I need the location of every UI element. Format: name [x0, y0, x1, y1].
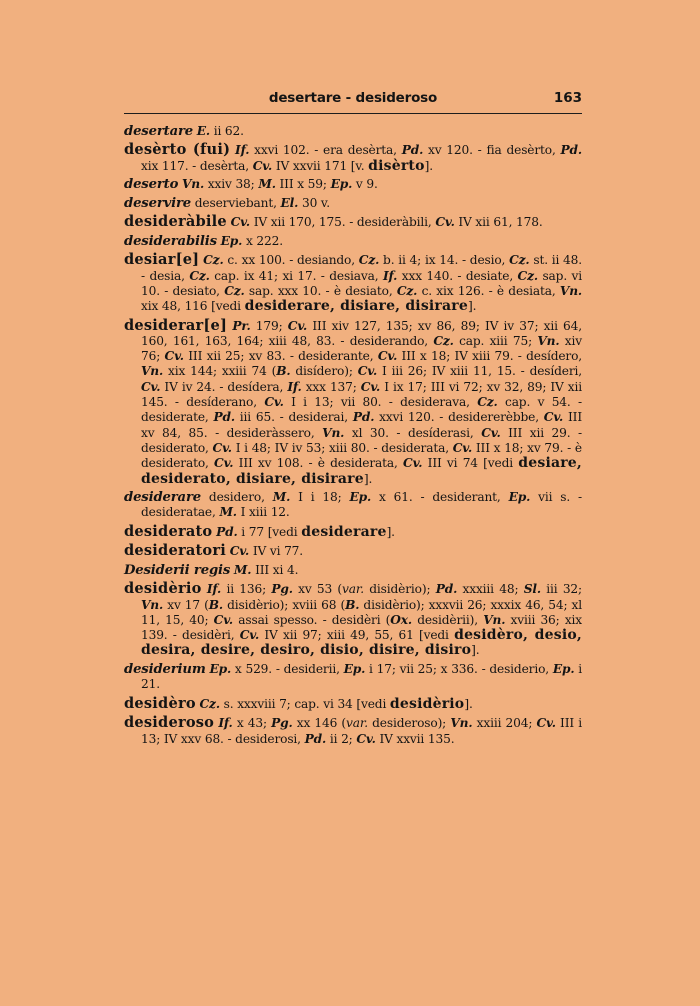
entry-text: III xi 4.	[251, 562, 299, 577]
work-abbrev: Cv.	[213, 612, 234, 627]
entry-text: x 61. - desiderant,	[371, 490, 509, 505]
entry-text: xviii 36; xix 139. - desidèri,	[141, 612, 583, 643]
entry-text: ].	[363, 471, 373, 486]
work-abbrev: If.	[218, 716, 233, 731]
entry-text: xix 117. - desèrta,	[141, 158, 253, 173]
entry-text: x 222.	[242, 233, 283, 248]
dictionary-entry	[124, 142, 582, 174]
work-abbrev: B.	[208, 597, 223, 612]
entry-text: iii 32;	[540, 582, 582, 597]
headword-latin: deservire	[124, 195, 192, 211]
work-abbrev: Vn.	[181, 177, 205, 192]
work-abbrev: Cv.	[435, 215, 455, 230]
work-abbrev: Ox.	[390, 612, 412, 627]
work-abbrev: If.	[287, 379, 302, 394]
headword-latin: desiderabilis	[124, 233, 217, 249]
work-abbrev: Cv.	[229, 544, 250, 559]
entry-text: c. xx 100. - desiando,	[223, 253, 359, 268]
cross-reference: desiderare	[301, 523, 387, 540]
work-abbrev: Cv.	[212, 440, 232, 455]
entry-text: i 77 [vedi	[237, 524, 302, 539]
dictionary-entry	[124, 524, 582, 540]
entry-text: xxvi 102. - era desèrta,	[249, 143, 402, 158]
entry-text: III x 18; xv 79. - è desiderato,	[141, 440, 582, 471]
work-abbrev: Cz.	[199, 696, 220, 711]
work-abbrev: Cv.	[543, 410, 564, 425]
work-abbrev: Cv.	[230, 215, 250, 230]
work-abbrev: Cz.	[358, 253, 380, 268]
work-abbrev: M.	[219, 505, 237, 520]
entry-text: 179;	[250, 318, 288, 333]
entry-text: I iii 26; IV xiii 11, 15. - desíderi,	[377, 364, 583, 379]
entry-text: sap. xxx 10. - è desiato,	[244, 283, 397, 298]
work-abbrev: Vn.	[483, 612, 506, 627]
entry-text: xx 146 (	[292, 716, 347, 731]
work-abbrev: Ep.	[220, 233, 243, 248]
entry-text: IV xii 61, 178.	[454, 215, 543, 230]
entry-text: III i 13; IV xxv 68. - desiderosi,	[141, 716, 582, 746]
entry-text: ii 62.	[209, 124, 244, 138]
entry-text: I xiii 12.	[236, 505, 290, 520]
entry-text: xxiii 204;	[472, 716, 537, 731]
work-abbrev: Cv.	[252, 158, 273, 173]
work-abbrev: Cv.	[141, 379, 161, 394]
entry-text: III xv 84, 85. - desideràssero,	[141, 410, 582, 440]
work-abbrev: M.	[233, 562, 252, 577]
headword: desiar[e]	[124, 251, 200, 269]
dictionary-entry	[124, 715, 582, 747]
entry-text: IV xxvii 135.	[375, 731, 455, 746]
headword-latin: desertare	[124, 124, 193, 139]
entry-text: xix 144; xxiii 74 (	[163, 364, 277, 379]
work-abbrev: B.	[345, 597, 360, 612]
entry-text: IV xii 170, 175. - desideràbili,	[249, 215, 436, 230]
entry-text: x 529. - desiderii,	[231, 661, 344, 676]
entry-text: assai spesso. - desidèri (	[233, 612, 391, 627]
entry-text: disidèrio); xviii 68 (	[222, 597, 346, 612]
work-abbrev: Cz.	[396, 283, 418, 298]
headword: desiderato	[124, 522, 213, 540]
work-abbrev: Pd.	[560, 143, 583, 158]
work-abbrev: Cz.	[509, 253, 530, 268]
entry-text: xl 30. - desíderasi,	[344, 425, 482, 440]
headword: desèrto (fui)	[124, 141, 231, 159]
work-abbrev: El.	[280, 195, 299, 210]
entry-text: xv 53 (	[292, 582, 343, 597]
work-abbrev: B.	[276, 364, 291, 379]
work-abbrev: M.	[272, 490, 291, 505]
headword: desidèrio	[124, 580, 202, 598]
entry-text: I i 13; vii 80. - desiderava,	[283, 395, 478, 410]
work-abbrev: Pd.	[213, 410, 235, 425]
headword: desidèro	[124, 694, 196, 712]
work-abbrev: Cz.	[189, 268, 210, 283]
work-abbrev: Cz.	[477, 395, 498, 410]
dictionary-entries	[124, 124, 582, 750]
work-abbrev: Ep.	[330, 177, 353, 192]
work-abbrev: Cz.	[224, 283, 245, 298]
entry-text: ].	[424, 158, 433, 173]
entry-text: disidèrio);	[363, 582, 436, 597]
work-abbrev: Cz.	[517, 268, 538, 283]
entry-text: IV xii 97; xiii 49, 55, 61 [vedi	[259, 628, 455, 643]
cross-reference: desidèrio	[389, 695, 465, 712]
work-abbrev: Cv.	[357, 364, 378, 379]
work-abbrev: Cv.	[214, 456, 234, 471]
work-abbrev: Sl.	[523, 582, 541, 597]
work-abbrev: E.	[196, 124, 210, 138]
work-abbrev: Ep.	[343, 661, 366, 676]
work-abbrev: Pd.	[304, 731, 327, 746]
entry-text: IV vi 77.	[249, 544, 303, 559]
entry-text: v 9.	[352, 177, 378, 192]
work-abbrev: Cv.	[452, 440, 473, 455]
entry-text: x 43;	[232, 716, 272, 731]
work-abbrev: If.	[382, 268, 398, 283]
running-header	[124, 90, 582, 112]
entry-text: xxiv 38;	[204, 177, 259, 192]
work-abbrev: Cv.	[356, 731, 376, 746]
entry-text: ii 136;	[221, 582, 272, 597]
entry-text: cap. ix 41; xi 17. - desiava,	[209, 268, 383, 283]
work-abbrev: If.	[206, 582, 222, 597]
entry-text: ].	[471, 643, 480, 658]
italic-note: var.	[342, 582, 364, 597]
dictionary-entry	[124, 662, 582, 693]
dictionary-entry	[124, 234, 582, 249]
entry-text: ].	[464, 696, 473, 711]
headword-latin: deserto	[124, 177, 179, 193]
work-abbrev: Cz.	[433, 333, 454, 348]
entry-text: xix 48, 116 [vedi	[141, 299, 245, 314]
work-abbrev: Cv.	[360, 379, 381, 394]
entry-text: IV xxvii 171 [v.	[272, 158, 369, 173]
entry-text: III xv 108. - è desiderata,	[233, 456, 404, 471]
headword-latin: Desiderii regis	[124, 562, 231, 578]
work-abbrev: Cv.	[239, 628, 260, 643]
entry-text: desidèrii),	[411, 612, 484, 627]
work-abbrev: Vn.	[141, 597, 164, 612]
headword: desideratori	[124, 542, 226, 560]
entry-text: III xiv 127, 135; xv 86, 89; IV iv 37; xii 64, 160, 161, 163, 164; xiii 48, 83. - desiderando,	[141, 318, 582, 348]
work-abbrev: Pd.	[401, 143, 424, 158]
headword: desideroso	[124, 714, 215, 732]
work-abbrev: M.	[258, 177, 276, 192]
work-abbrev: If.	[235, 143, 250, 158]
dictionary-entry	[124, 214, 582, 230]
work-abbrev: Pd.	[216, 524, 238, 539]
entry-text: III x 59;	[275, 177, 331, 192]
headword: desiderar[e]	[124, 316, 228, 334]
work-abbrev: Ep.	[349, 490, 372, 505]
entry-text: 30 v.	[298, 195, 330, 210]
work-abbrev: Cv.	[264, 395, 284, 410]
entry-text: I i 18;	[290, 490, 350, 505]
cross-reference: desiare, desiderato, disiare, disirare	[141, 455, 582, 487]
dictionary-entry	[124, 124, 582, 139]
work-abbrev: Cz.	[203, 253, 224, 268]
entry-text: sap. vi 10. - desiato,	[141, 268, 582, 298]
entry-text: xv 120. - fia desèrto,	[423, 143, 561, 158]
entry-text: III xii 25; xv 83. - desiderante,	[183, 349, 378, 364]
page-number: 163	[553, 90, 582, 106]
entry-text: xxxiii 48;	[457, 582, 524, 597]
entry-text: xxvi 120. - desidererèbbe,	[374, 410, 544, 425]
entry-text: xxx 140. - desiate,	[397, 268, 518, 283]
entry-text: b. ii 4; ix 14. - desio,	[379, 253, 510, 268]
headword: desideràbile	[124, 213, 227, 231]
entry-text: III vi 74 [vedi	[422, 456, 519, 471]
entry-text: cap. xiii 75;	[453, 333, 538, 348]
entry-text: st. ii 48. - desia,	[141, 253, 582, 283]
entry-text: xv 17 (	[163, 597, 209, 612]
header-rule	[124, 113, 582, 114]
italic-note: var.	[346, 716, 368, 731]
entry-text: disídero);	[290, 364, 358, 379]
work-abbrev: Ep.	[552, 661, 575, 676]
headword-latin: desiderare	[124, 490, 201, 506]
work-abbrev: Pd.	[435, 582, 458, 597]
entry-text: III xii 29. - desiderato,	[141, 425, 582, 455]
work-abbrev: Vn.	[322, 425, 345, 440]
work-abbrev: Ep.	[209, 661, 232, 676]
dictionary-entry	[124, 177, 582, 192]
dictionary-entry	[124, 318, 582, 487]
work-abbrev: Cv.	[481, 425, 501, 440]
work-abbrev: Vn.	[559, 283, 583, 298]
entry-text: IV iv 24. - desídera,	[160, 379, 288, 394]
entry-text: xxx 137;	[301, 379, 361, 394]
entry-text: iii 65. - desiderai,	[234, 410, 353, 425]
work-abbrev: Cv.	[536, 716, 556, 731]
entry-text: c. xix 126. - è desiata,	[417, 283, 560, 298]
entry-text: i 21.	[141, 661, 582, 692]
work-abbrev: Vn.	[450, 716, 473, 731]
headword-latin: desiderium	[124, 661, 206, 677]
entry-text: ii 2;	[326, 731, 357, 746]
work-abbrev: Cv.	[287, 318, 308, 333]
entry-text: ].	[467, 299, 477, 314]
dictionary-entry	[124, 543, 582, 559]
work-abbrev: Ep.	[508, 490, 531, 505]
entry-text: desideroso);	[367, 716, 451, 731]
work-abbrev: Pr.	[232, 318, 251, 333]
entry-text: vii s. - desideratae,	[141, 490, 582, 520]
dictionary-entry	[124, 563, 582, 578]
work-abbrev: Cv.	[377, 349, 398, 364]
dictionary-entry	[124, 581, 582, 658]
entry-text: xiv 76;	[141, 333, 582, 364]
entry-text: deserviebant,	[191, 195, 281, 210]
dictionary-entry	[124, 196, 582, 211]
work-abbrev: Vn.	[141, 364, 164, 379]
entry-text: cap. v 54. - desiderate,	[141, 395, 582, 425]
entry-text: disidèrio); xxxvii 26; xxxix 46, 54; xl 11, 15, 40;	[141, 597, 582, 627]
work-abbrev: Pd.	[352, 410, 375, 425]
work-abbrev: Vn.	[537, 333, 560, 348]
entry-text: I ix 17; III vi 72; xv 32, 89; IV xii 145. - desíderano,	[141, 379, 583, 410]
work-abbrev: Pg.	[271, 582, 293, 597]
cross-reference: desidèro, desio, desira, desire, desiro, disio, disire, disiro	[141, 627, 582, 659]
work-abbrev: Pg.	[271, 716, 293, 731]
entry-text: ].	[386, 524, 395, 539]
dictionary-entry	[124, 252, 582, 314]
header-title: desertare - desideroso	[268, 90, 438, 106]
entry-text: III x 18; IV xiii 79. - desídero,	[397, 349, 582, 364]
cross-reference: desiderare, disiare, disirare	[244, 298, 468, 315]
entry-text: I i 48; IV iv 53; xiii 80. - desiderata,	[231, 440, 453, 455]
entry-text: s. xxxviii 7; cap. vi 34 [vedi	[219, 696, 390, 711]
work-abbrev: Cv.	[403, 456, 423, 471]
dictionary-entry	[124, 490, 582, 521]
dictionary-entry	[124, 696, 582, 712]
entry-text: desidero,	[201, 490, 273, 505]
entry-text: i 17; vii 25; x 336. - desiderio,	[365, 661, 553, 676]
cross-reference: disèrto	[368, 157, 425, 174]
work-abbrev: Cv.	[164, 349, 184, 364]
